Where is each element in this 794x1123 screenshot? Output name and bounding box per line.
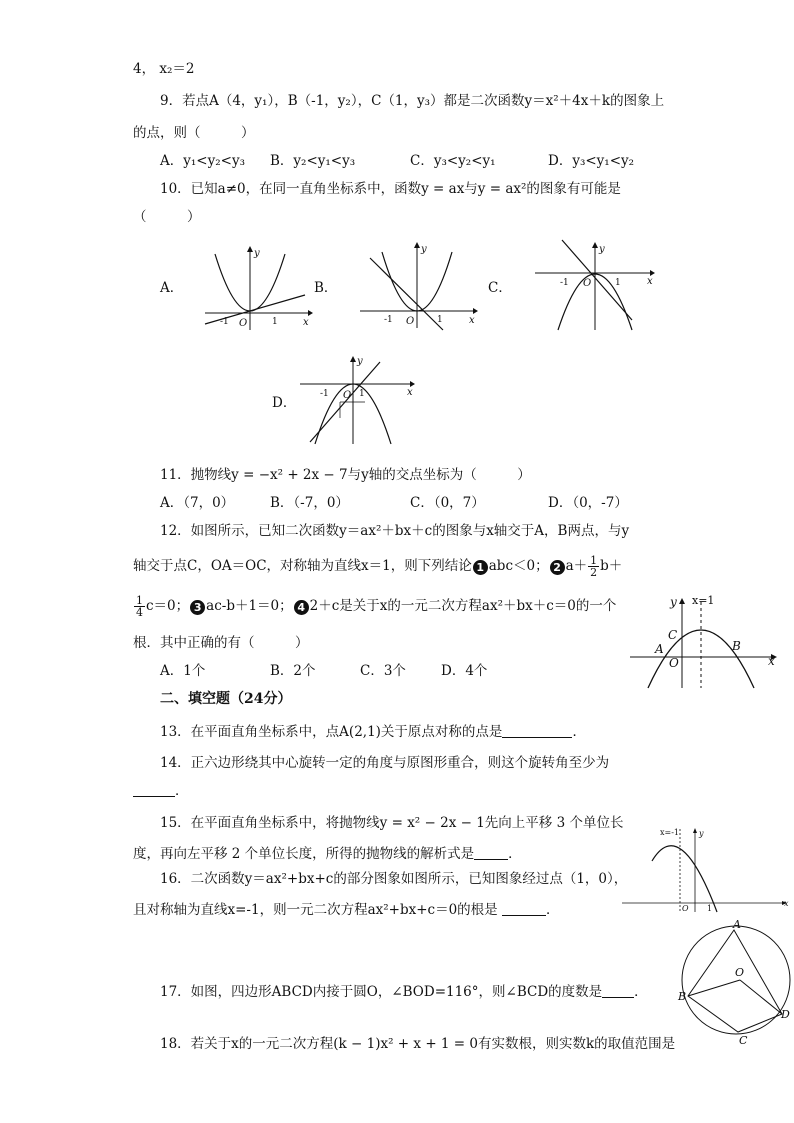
q16-stem-line1: 16．二次函数y＝ax²+bx+c的部分图象如图所示，已知图象经过点（1，0），: [160, 871, 628, 887]
q15-end: ．: [508, 846, 522, 862]
fig-point-a: A: [655, 642, 664, 656]
q12-stem-line2: [133, 555, 622, 578]
q13: [160, 723, 586, 741]
q12-stem-line4: 根．其中正确的有（ ）: [133, 635, 309, 651]
q12-option-a: A．1个: [160, 663, 206, 679]
fig-point-b: B: [732, 639, 741, 653]
marker-1: 1: [473, 560, 488, 575]
origin-label: O: [239, 318, 248, 329]
q10-label-b: B．: [314, 280, 338, 296]
q17-end: ．: [634, 984, 648, 1000]
q11-option-a: A．（7，0）: [160, 495, 235, 511]
q12-conclusion-2b: b＋: [600, 558, 623, 574]
tick-pos-label: 1: [615, 278, 621, 288]
tick-neg-label: -1: [560, 278, 569, 288]
frac-den: 4: [136, 606, 143, 619]
q10-graph-c: [530, 238, 660, 333]
fraction-half: [588, 555, 599, 578]
axis-y-label: y: [357, 356, 363, 367]
q9-option-d: D．y₃<y₁<y₂: [548, 153, 635, 169]
axis-x-label: x: [303, 317, 309, 328]
tick-pos-label: 1: [359, 389, 365, 399]
axis-x-label: x: [469, 315, 475, 326]
q14-line2: [133, 782, 189, 800]
axis-y-label: y: [254, 248, 260, 259]
q8-tail: 4， x₂＝2: [133, 61, 195, 77]
fig-tick-1: 1: [707, 904, 713, 913]
q12-option-b: B．2个: [270, 663, 316, 679]
q14-stem: 14．正六边形绕其中心旋转一定的角度与原图形重合，则这个旋转角至少为: [160, 755, 610, 771]
q10-graph-b: [355, 238, 480, 333]
q15-text: 度，再向左平移 2 个单位长度，所得的抛物线的解析式是: [133, 846, 475, 862]
fig-point-c: C: [739, 1034, 748, 1047]
q11-stem: 11．抛物线y = −x² + 2x − 7与y轴的交点坐标为（ ）: [160, 467, 531, 483]
fig-x-label: x: [784, 899, 789, 908]
fig-x-label: x: [768, 654, 775, 668]
q12-stem-line3: [133, 595, 616, 618]
fig-point-d: D: [781, 1008, 790, 1021]
q14-end: ．: [175, 783, 189, 799]
q17: [160, 983, 648, 1001]
axis-x-label: x: [647, 276, 653, 287]
q13-answer-blank[interactable]: [502, 723, 572, 738]
fig-origin: O: [682, 904, 689, 913]
q10-stem-line2: （ ）: [133, 209, 201, 225]
q15-stem-line1: 15．在平面直角坐标系中，将抛物线y = x² − 2x − 1先向上平移 3 个单位长: [160, 815, 624, 831]
q13-end: ．: [572, 724, 586, 740]
axis-x-label: x: [407, 387, 413, 398]
q10-label-c: C．: [488, 280, 512, 296]
q12-conclusion-1: abc＜0；: [488, 558, 549, 574]
q10-label-a: A．: [160, 280, 184, 296]
q10-graph-d: [295, 354, 420, 446]
q18-stem: 18．若关于x的一元二次方程(k − 1)x² + x + 1 = 0有实数根，则实数k的取值范围是: [160, 1036, 676, 1052]
q16-end: ．: [545, 902, 560, 918]
q10-stem-line1: 10．已知a≠0，在同一直角坐标系中，函数y = ax与y = ax²的图象有可能是: [160, 181, 621, 197]
q14-answer-blank[interactable]: [133, 782, 175, 797]
frac-num: 1: [136, 594, 143, 607]
q12-text-a: 轴交于点C，OA＝OC，对称轴为直线x＝1，则下列结论: [133, 558, 472, 574]
fig-axis-of-symmetry-label: x=1: [692, 594, 715, 607]
q15-answer-blank[interactable]: [474, 845, 508, 860]
axis-y-label: y: [599, 244, 605, 255]
section-fill-in-heading: 二、填空题（24分）: [160, 691, 292, 707]
q9-option-b: B．y₂<y₁<y₃: [270, 153, 356, 169]
tick-neg-label: -1: [320, 389, 329, 399]
fig-point-a: A: [733, 918, 741, 931]
q10-graph-a: [200, 240, 315, 335]
q12-option-d: D．4个: [441, 663, 488, 679]
q12-stem-line1: 12．如图所示，已知二次函数y＝ax²＋bx＋c的图象与x轴交于A，B两点，与y: [160, 523, 630, 539]
q9-stem-line2: 的点，则（ ）: [133, 125, 255, 141]
q17-text: 17．如图，四边形ABCD内接于圆O，∠BOD=116°，则∠BCD的度数是: [160, 984, 603, 1000]
marker-3: 3: [190, 600, 205, 615]
marker-4: 4: [294, 600, 309, 615]
fig-axis-of-symmetry-label: x=-1: [660, 828, 680, 837]
q12-conclusion-3: ac-b＋1＝0；: [206, 598, 293, 614]
q11-option-b: B．（-7，0）: [270, 495, 349, 511]
q13-text: 13．在平面直角坐标系中，点A(2,1)关于原点对称的点是: [160, 724, 503, 740]
q15-line2: [133, 845, 522, 863]
q11-option-c: C．（0，7）: [410, 495, 485, 511]
q16-parabola-figure: [622, 826, 790, 912]
tick-pos-label: 1: [437, 315, 443, 325]
tick-neg-label: -1: [384, 315, 393, 325]
frac-den: 2: [590, 566, 598, 579]
fraction-quarter: [134, 595, 145, 618]
q12-conclusion-4: 2＋c是关于x的一元二次方程ax²＋bx＋c＝0的一个: [309, 598, 617, 614]
fig-point-b: B: [678, 990, 687, 1003]
q16-text: 且对称轴为直线x=-1，则一元二次方程ax²+bx+c＝0的根是: [133, 902, 498, 918]
origin-label: O: [343, 390, 352, 401]
tick-neg-label: -1: [220, 317, 229, 327]
fig-point-c: C: [668, 628, 678, 642]
q12-parabola-figure: [628, 592, 780, 690]
origin-label: O: [406, 316, 415, 327]
q16-line2: [133, 901, 559, 919]
q9-stem-line1: 9．若点A（4，y₁），B（-1，y₂），C（1，y₃）都是二次函数y＝x²＋4x＋k的图象上: [160, 93, 665, 109]
marker-2: 2: [550, 560, 565, 575]
fig-origin: O: [669, 656, 679, 670]
q12-conclusion-2c: c＝0；: [146, 598, 190, 614]
frac-num: 1: [590, 554, 598, 567]
q10-label-d: D．: [272, 395, 297, 411]
q16-answer-blank[interactable]: [502, 901, 546, 916]
tick-pos-label: 1: [272, 317, 278, 327]
q9-option-c: C．y₃<y₂<y₁: [410, 153, 496, 169]
q9-option-a: A．y₁<y₂<y₃: [160, 153, 245, 169]
q17-circle-figure: [676, 918, 794, 1046]
q12-conclusion-2a: a＋: [565, 558, 588, 574]
fig-y-label: y: [699, 829, 704, 838]
fig-y-label: y: [670, 595, 677, 609]
q17-answer-blank[interactable]: [602, 983, 634, 998]
origin-label: O: [583, 278, 592, 289]
axis-y-label: y: [421, 244, 427, 255]
q11-option-d: D．（0，-7）: [548, 495, 628, 511]
fig-center-o: O: [735, 966, 745, 979]
q12-option-c: C．3个: [360, 663, 406, 679]
